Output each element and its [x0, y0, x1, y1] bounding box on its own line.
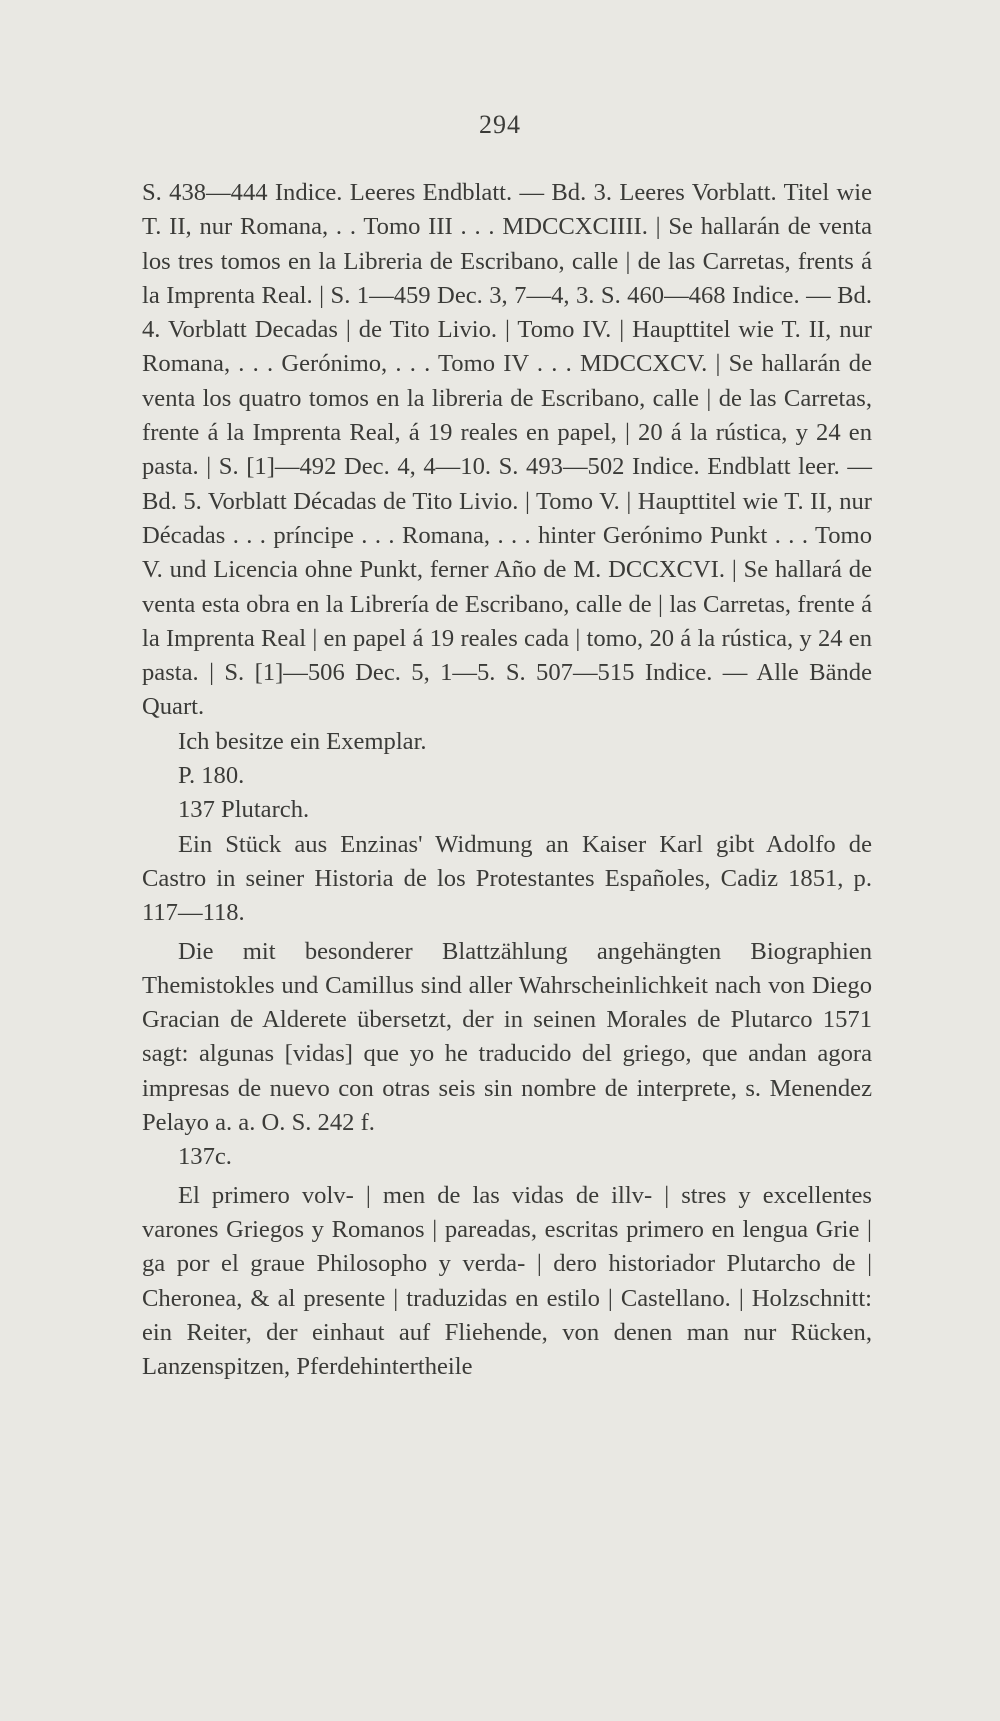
paragraph-page-ref: P. 180.: [178, 762, 245, 790]
paragraph-title-transcription: El primero volv- | men de las vidas de illv- | stres y excellentes varones Griegos y Romanos | pareadas, escritas primero en lengua Grie | ga por el graue Philosopho y verda- | dero historiador Plutarcho de | Cheronea, & al presente | traduzidas en estilo | Castellano. | Holzschnitt: ein Reiter, der einhaut auf Fliehende, von denen man nur Rücken, Lanzenspitzen, Pferdehintertheile: [142, 1181, 872, 1381]
paragraph-enzinas: Ein Stück aus Enzinas' Widmung an Kaiser Karl gibt Adolfo de Castro in seiner Historia de los Protestantes Españoles, Cadiz 1851, p. 117—118.: [142, 830, 872, 927]
paragraph-biographies: Die mit besonderer Blattzählung angehängten Biographien Themistokles und Camillus sind aller Wahrscheinlichkeit nach von Diego Gracian de Alderete übersetzt, der in seinen Morales de Plutarco 1571 sagt: algunas [vidas] que yo he traducido del griego, que andan agora impresas de nuevo con otras seis sin nombre de interprete, s. Menendez Pelayo a. a. O. S. 242 f.: [142, 937, 872, 1137]
paragraph-copy-note: Ich besitze ein Exemplar.: [178, 727, 427, 755]
entry-heading-137c: 137c.: [178, 1143, 232, 1171]
body-text: [142, 176, 872, 1384]
entry-heading-137: 137 Plutarch.: [178, 796, 310, 824]
paragraph-bibliography: S. 438—444 Indice. Leeres Endblatt. — Bd. 3. Leeres Vorblatt. Titel wie T. II, nur Romana, . . Tomo III . . . MDCCXCIIII. | Se hallarán de venta los tres tomos en la Libreria de Escribano, calle | de las Carretas, frents á la Imprenta Real. | S. 1—459 Dec. 3, 7—4, 3. S. 460—468 Indice. — Bd. 4. Vorblatt Decadas | de Tito Livio. | Tomo IV. | Haupttitel wie T. II, nur Romana, . . . Gerónimo, . . . Tomo IV . . . MDCCXCV. | Se hallarán de venta los quatro tomos en la libreria de Escribano, calle | de las Carretas, frente á la Imprenta Real, á 19 reales en papel, | 20 á la rústica, y 24 en pasta. | S. [1]—492 Dec. 4, 4—10. S. 493—502 Indice. Endblatt leer. — Bd. 5. Vorblatt Décadas de Tito Livio. | Tomo V. | Haupttitel wie T. II, nur Décadas . . . príncipe . . . Romana, . . . hinter Gerónimo Punkt . . . Tomo V. und Licencia ohne Punkt, ferner Año de M. DCCXCVI. | Se hallará de venta esta obra en la Librería de Escribano, calle de | las Carretas, frente á la Imprenta Real | en papel á 19 reales cada | tomo, 20 á la rústica, y 24 en pasta. | S. [1]—506 Dec. 5, 1—5. S. 507—515 Indice. — Alle Bände Quart.: [142, 179, 872, 721]
page-number: 294: [479, 110, 521, 139]
